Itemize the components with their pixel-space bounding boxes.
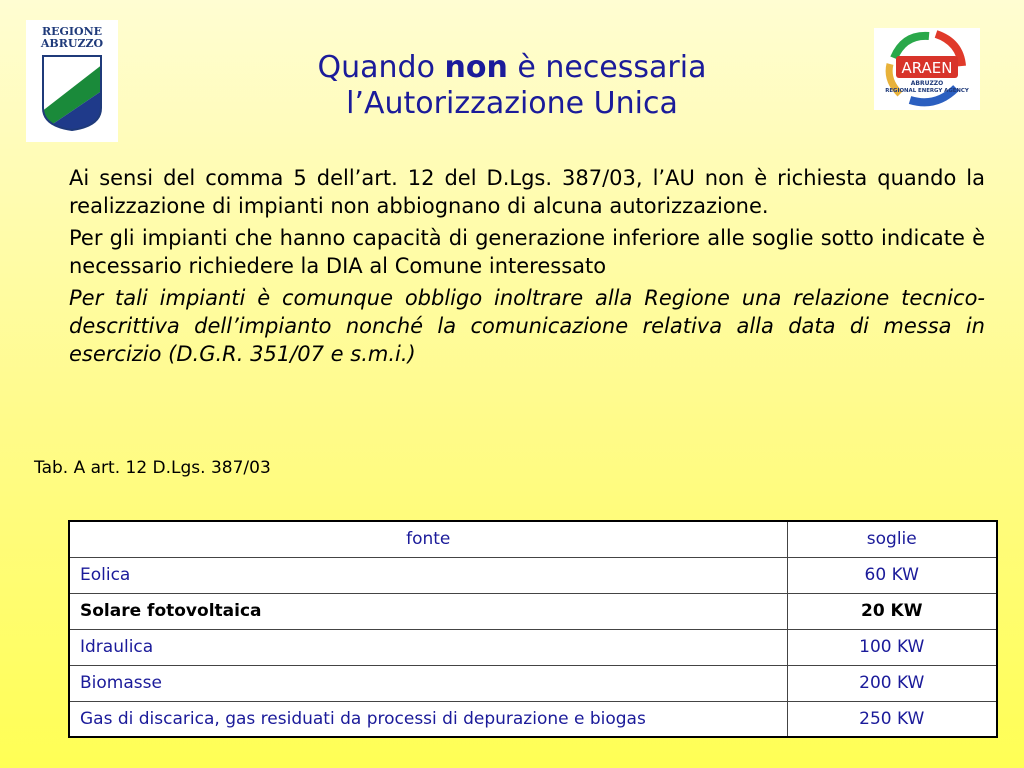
slide-title: [200, 50, 824, 122]
araen-acronym: ARAEN: [901, 59, 953, 77]
title-pre: Quando: [317, 50, 445, 85]
header-fonte: fonte: [69, 521, 787, 557]
title-line-2: l’Autorizzazione Unica: [346, 86, 678, 121]
table-row: [69, 665, 997, 701]
paragraph-2: Per gli impianti che hanno capacità di generazione inferiore alle soglie sotto indicate è necessario richiedere la DIA al Comune interessato: [69, 226, 985, 278]
cell-soglia: 20 KW: [787, 593, 997, 629]
cell-soglia: 100 KW: [787, 629, 997, 665]
title-line-1: [200, 50, 824, 86]
table-row: [69, 629, 997, 665]
araen-line1: ABRUZZO: [910, 80, 944, 87]
araen-recycle-icon: [874, 28, 980, 110]
cell-fonte: Solare fotovoltaica: [69, 593, 787, 629]
cell-fonte: Gas di discarica, gas residuati da processi di depurazione e biogas: [69, 701, 787, 737]
cell-soglia: 60 KW: [787, 557, 997, 593]
thresholds-table: [68, 520, 998, 738]
cell-soglia: 250 KW: [787, 701, 997, 737]
abruzzo-shield-icon: [41, 54, 103, 132]
body-text: [69, 164, 985, 372]
cell-soglia: 200 KW: [787, 665, 997, 701]
title-bold-word: non: [444, 50, 508, 85]
table-header-row: [69, 521, 997, 557]
cell-fonte: Idraulica: [69, 629, 787, 665]
logo-text-line1: REGIONE: [41, 25, 103, 38]
araen-logo: [874, 28, 980, 110]
regione-abruzzo-logo: [26, 20, 118, 142]
table-row: [69, 557, 997, 593]
title-post: è necessaria: [507, 50, 707, 85]
cell-fonte: Biomasse: [69, 665, 787, 701]
logo-text-line2: ABRUZZO: [40, 37, 104, 50]
araen-line2: REGIONAL ENERGY AGENCY: [885, 88, 969, 94]
table-caption: Tab. A art. 12 D.Lgs. 387/03: [34, 458, 271, 478]
table-row: [69, 701, 997, 737]
paragraph-3: Per tali impianti è comunque obbligo inoltrare alla Regione una relazione tecnico-descrittiva dell’impianto nonché la comunicazione relativa alla data di messa in esercizio (D.G.R. 351/07 e s.m.i.): [69, 286, 985, 366]
header-soglie: soglie: [787, 521, 997, 557]
cell-fonte: Eolica: [69, 557, 787, 593]
table-row: [69, 593, 997, 629]
paragraph-1: Ai sensi del comma 5 dell’art. 12 del D.Lgs. 387/03, l’AU non è richiesta quando la realizzazione di impianti non abbiognano di alcuna autorizzazione.: [69, 166, 985, 218]
